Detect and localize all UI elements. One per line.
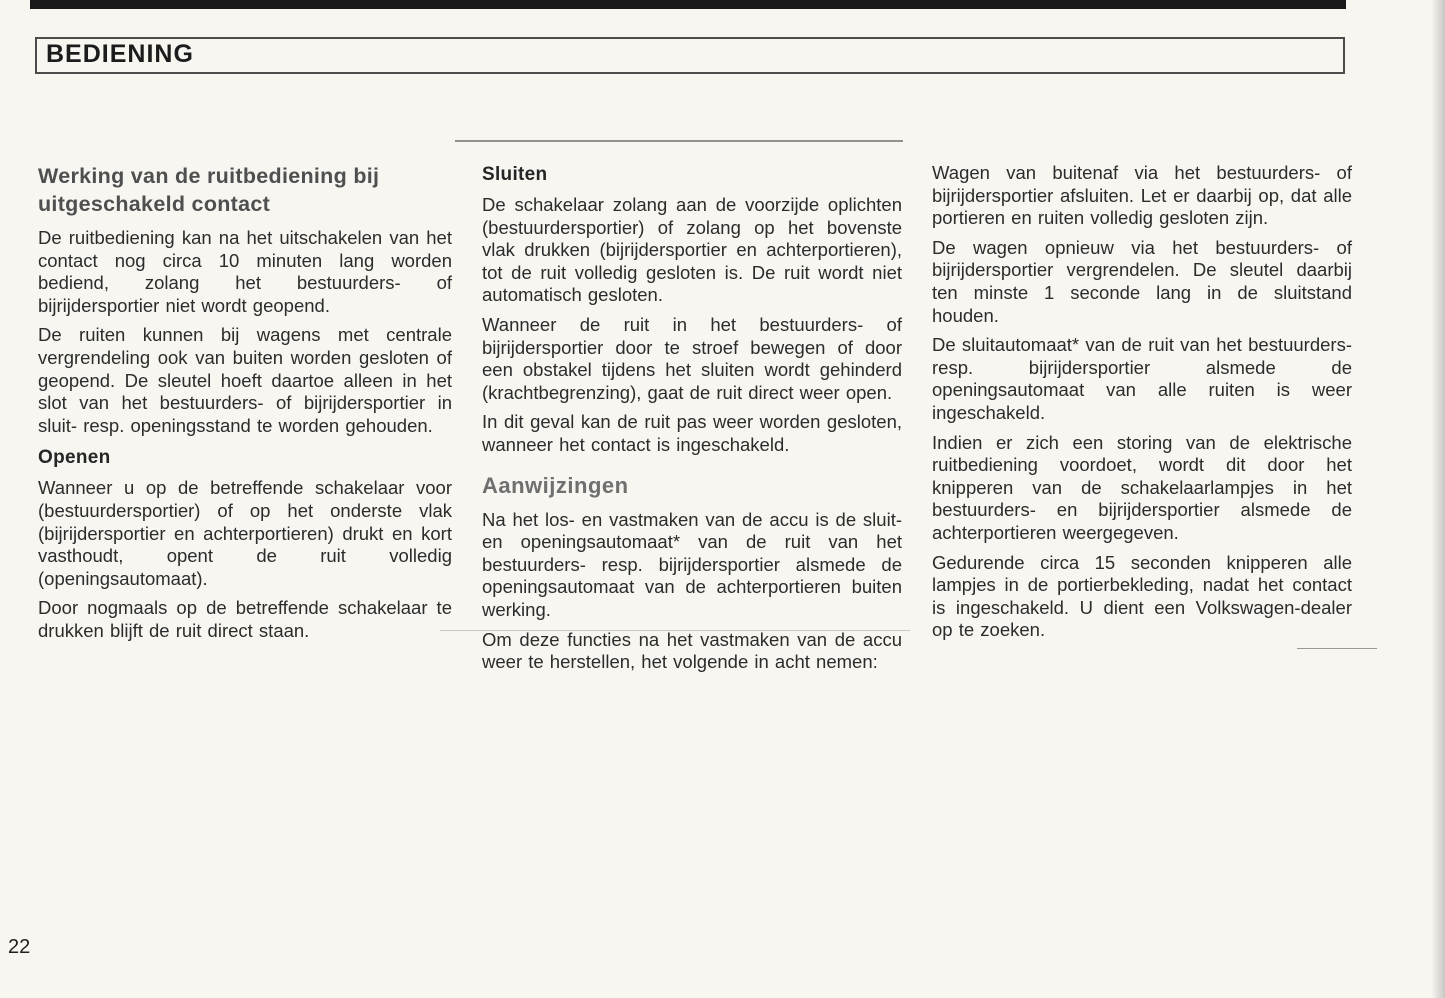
paragraph: Om deze functies na het vastmaken van de accu weer te herstellen, het volgende in acht nemen: [482, 628, 902, 673]
section-subheading-openen: Openen [38, 447, 111, 469]
paragraph: Na het los- en vastmaken van de accu is de sluit- en openingsautomaat* van de ruit van het bestuurders- resp. bijrijdersportier alsmede de openingsautomaat van de achterportieren buiten werking. [482, 508, 902, 620]
paragraph: De ruiten kunnen bij wagens met centrale vergrendeling ook van buiten worden gesloten of geopend. De sleutel hoeft daartoe alleen in het slot van het bestuurders- of bijrijdersportier in sluit- resp. openingsstand te worden gehouden. [38, 324, 452, 436]
section-subheading-sluiten: Sluiten [482, 164, 548, 185]
column-left [38, 162, 452, 681]
page-title: BEDIENING [46, 40, 194, 68]
paragraph: Wagen van buitenaf via het bestuurders- of bijrijdersportier afsluiten. Let er daarbij op, dat alle portieren en ruiten volledig gesloten zijn. [932, 162, 1352, 229]
paragraph: De wagen opnieuw via het bestuurders- of bijrijdersportier vergrendelen. De sleutel daarbij ten minste 1 seconde lang in de sluitstand houden. [932, 236, 1352, 326]
paragraph: Door nogmaals op de betreffende schakelaar te drukken blijft de ruit direct staan. [38, 597, 452, 641]
scan-edge-shadow [1431, 0, 1445, 998]
scan-artifact-line [455, 140, 903, 142]
section-heading-ruitbediening: Werking van de ruitbediening bij uitgeschakeld contact [38, 164, 380, 216]
paragraph: De ruitbediening kan na het uitschakelen van het contact nog circa 10 minuten lang worden bediend, zolang het bestuurders- of bijrijdersportier niet wordt geopend. [38, 227, 452, 316]
page-header [35, 37, 1345, 74]
paragraph: De schakelaar zolang aan de voorzijde oplichten (bestuurdersportier) of zolang op het bovenste vlak drukken (bijrijdersportier en achterportieren), tot de ruit volledig gesloten is. De ruit wordt niet automatisch gesloten. [482, 194, 902, 306]
page-content [38, 162, 1352, 681]
paragraph: Wanneer de ruit in het bestuurders- of bijrijdersportier door te stroef bewegen of door een obstakel tijdens het sluiten wordt gehinderd (krachtbegrenzing), gaat de ruit direct weer open. [482, 313, 902, 403]
paragraph: In dit geval kan de ruit pas weer worden gesloten, wanneer het contact is ingeschakeld. [482, 411, 902, 455]
column-middle [482, 162, 902, 681]
section-heading-aanwijzingen: Aanwijzingen [482, 472, 629, 498]
paragraph: De sluitautomaat* van de ruit van het bestuurders- resp. bijrijdersportier alsmede de openingsautomaat van alle ruiten is weer ingeschakeld. [932, 334, 1352, 423]
paragraph: Wanneer u op de betreffende schakelaar voor (bestuurdersportier) of op het onderste vlak (bijrijdersportier en achterportieren) drukt en kort vasthoudt, opent de ruit volledig (openingsautomaat). [38, 477, 452, 589]
scan-top-edge-bar [30, 0, 1346, 9]
page-number: 22 [8, 936, 31, 958]
paragraph: Indien er zich een storing van de elektrische ruitbediening voordoet, wordt dit door het knipperen van de schakelaarlampjes in het bestuurders- en bijrijdersportier alsmede de achterportieren weergegeven. [932, 431, 1352, 543]
column-right [932, 162, 1352, 681]
paragraph: Gedurende circa 15 seconden knipperen alle lampjes in de portierbekleding, nadat het contact is ingeschakeld. U dient een Volkswagen-dealer op te zoeken. [932, 551, 1352, 641]
